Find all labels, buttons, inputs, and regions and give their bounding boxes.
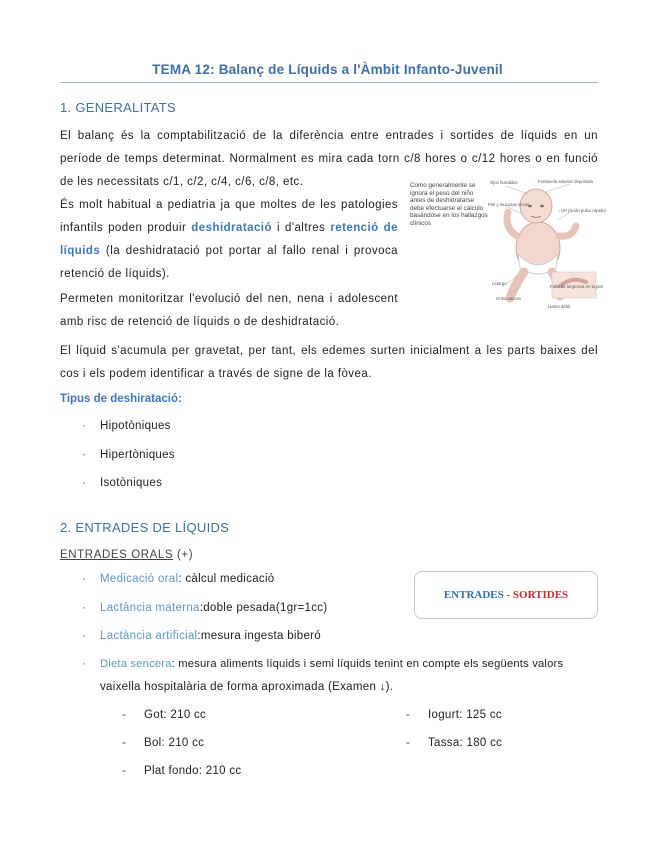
entrades-sortides-box xyxy=(414,571,598,619)
paragraph-pediatria xyxy=(60,194,398,286)
title-divider xyxy=(60,82,598,83)
list-item: · Lactància artificial:mesura ingesta biberó xyxy=(82,630,321,642)
dehydrated-baby-illustration xyxy=(410,176,606,316)
bullet-dot: · xyxy=(82,420,87,432)
vessel-item: - Bol: 210 cc xyxy=(122,737,205,749)
label-fontanela: Fontanela anterior deprimida xyxy=(538,179,593,184)
baby-drawing xyxy=(410,176,598,316)
label-piel: Piel y mucosas secas xyxy=(488,202,530,207)
p2-text-b: i d'altres xyxy=(271,222,331,234)
paragraph-monitoritzar: Permeten monitoritzar l'evolució del nen, nena i adolescent amb risc de retenció de líquids o de deshidratació. xyxy=(60,293,398,328)
bullet-dash: - xyxy=(406,709,411,721)
list-item: · Hipotòniques xyxy=(82,420,171,432)
label-orina: Orina oscura xyxy=(496,296,521,301)
keyword-deshidratacio: deshidratació xyxy=(191,222,272,234)
page-title: TEMA 12: Balanç de Líquids a l'Àmbit Infanto-Juvenil xyxy=(152,62,503,77)
bullet-dot: · xyxy=(82,477,87,489)
label-pliegue: Falta de turgencia en la piel xyxy=(550,284,603,289)
list-item: · Isotòniques xyxy=(82,477,163,489)
section-heading-entrades: 2. ENTRADES DE LÍQUIDS xyxy=(60,520,230,535)
vessel-item: - Plat fondo: 210 cc xyxy=(122,765,242,777)
bullet-dash: - xyxy=(122,765,127,777)
label-llanto: Llanto débil xyxy=(548,304,570,309)
bullet-dot: · xyxy=(82,602,87,614)
vessel-item: - Got: 210 cc xyxy=(122,709,207,721)
bullet-dash: - xyxy=(122,709,127,721)
label-letargo: Letargo xyxy=(492,281,507,286)
vessel-item: - Tassa: 180 cc xyxy=(406,737,503,749)
list-item: · Lactància materna:doble pesada(1gr=1cc) xyxy=(82,602,328,614)
bullet-dash: - xyxy=(122,737,127,749)
list-item: · Dieta sencera: mesura aliments líquids i semi líquids tenint en compte els següents valors xyxy=(82,658,564,670)
vessel-item: - Iogurt: 125 cc xyxy=(406,709,502,721)
bullet-dash: - xyxy=(406,737,411,749)
bullet-dot: · xyxy=(82,658,86,670)
entrades-label: ENTRADES xyxy=(443,589,504,601)
entrades-orals-label: ENTRADES ORALS xyxy=(60,549,174,561)
list-item: · Medicació oral: càlcul medicació xyxy=(82,573,275,585)
label-pulso: ↓ pH (ácido pulso rápido) xyxy=(558,208,606,213)
types-heading: Tipus de deshiratació: xyxy=(60,393,182,405)
keyword-retencio-liquids: retenció de líquids xyxy=(60,222,398,257)
bullet-dot: · xyxy=(82,630,87,642)
section-heading-generalitats: 1. GENERALITATS xyxy=(60,100,176,115)
label-ojos: Ojos hundidos xyxy=(490,180,518,185)
list-item: · Hipertòniques xyxy=(82,449,175,461)
bullet-dot: · xyxy=(82,449,87,461)
list-item-continuation: vaixella hospitalària de forma aproximada (Examen ↓). xyxy=(100,681,394,693)
paragraph-balanc-definition: El balanç és la comptabilització de la diferència entre entrades i sortides de líquids en un període de temps determinat. Normalment es mira cada torn c/8 hores o c/12 hores o en funció de les necessitats c/1, c/2, c/4, c/6, c/8, etc. xyxy=(60,130,598,188)
figure-caption: Como generalmente se ignora el peso del niño antes de deshidratarse debe efectuarse el cálculo basándose en los hallazgos clínicos xyxy=(410,182,488,227)
box-separator: - xyxy=(503,589,513,601)
sortides-label: SORTIDES xyxy=(512,589,569,601)
bullet-dot: · xyxy=(82,573,87,585)
paragraph-edemes: El líquid s'acumula per gravetat, per tant, els edemes surten inicialment a les parts baixes del cos i els podem identificar a través de signe de la fòvea. xyxy=(60,345,598,380)
p2-text-a: És molt habitual a pediatria ja que moltes de les patologies infantils poden produir xyxy=(60,199,398,234)
entrades-orals-sign: (+) xyxy=(173,549,194,561)
p2-text-c: (la deshidratació pot portar al fallo renal i provoca retenció de líquids). xyxy=(60,245,398,280)
entrades-orals-heading xyxy=(60,549,193,561)
